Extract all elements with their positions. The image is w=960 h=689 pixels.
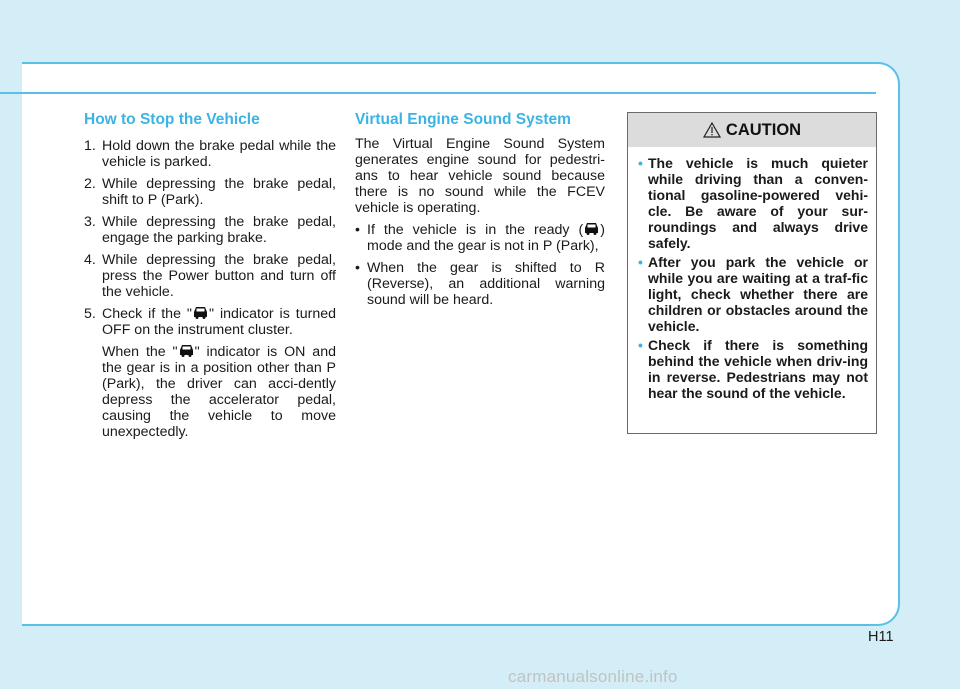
step-number: 1. bbox=[84, 138, 96, 154]
bullet-list bbox=[355, 222, 605, 308]
caution-text: The vehicle is much quieter while driving than a conven-tional gasoline-powered vehi-cle. Be aware of your sur-roundings and always drive safely. bbox=[648, 155, 868, 251]
caution-text: Check if there is something behind the vehicle when driv-ing in reverse. Pedestrians may not hear the sound of the vehicle. bbox=[648, 337, 868, 401]
bullet-text: When the gear is shifted to R (Reverse), an additional warning sound will be heard. bbox=[367, 260, 605, 308]
step-item bbox=[84, 176, 336, 208]
warning-triangle-icon bbox=[703, 122, 721, 138]
bullet-item bbox=[355, 222, 605, 254]
step-text-post: " indicator is turned OFF on the instrument cluster. bbox=[102, 306, 336, 338]
bullet-dot-icon: • bbox=[638, 337, 643, 353]
bullet-text bbox=[367, 222, 605, 254]
step-text bbox=[102, 306, 336, 338]
watermark: carmanualsonline.info bbox=[508, 667, 678, 686]
caution-box bbox=[627, 112, 877, 434]
caution-header bbox=[628, 113, 876, 147]
page-number: H11 bbox=[868, 629, 894, 645]
bullet-dot-icon: • bbox=[355, 222, 360, 238]
caution-item bbox=[638, 337, 868, 401]
caution-body bbox=[628, 147, 876, 401]
bullet-text-pre: If the vehicle is in the ready ( bbox=[367, 222, 584, 238]
caution-text: After you park the vehicle or while you are waiting at a traf-fic light, check whether there are children or obstacles around the vehicle. bbox=[648, 254, 868, 334]
step-text: Hold down the brake pedal while the vehicle is parked. bbox=[102, 138, 336, 170]
step-text: While depressing the brake pedal, shift to P (Park). bbox=[102, 176, 336, 208]
step-item bbox=[84, 138, 336, 170]
step-text: While depressing the brake pedal, press the Power button and turn off the vehicle. bbox=[102, 252, 336, 300]
stop-vehicle-section bbox=[84, 110, 336, 440]
caution-title: CAUTION bbox=[725, 120, 802, 139]
note-paragraph bbox=[102, 344, 336, 440]
step-number: 2. bbox=[84, 176, 96, 192]
intro-paragraph: The Virtual Engine Sound System generates engine sound for pedestri-ans to hear vehicle sound because there is no sound while the FCEV vehicle is operating. bbox=[355, 136, 605, 216]
ready-indicator-icon bbox=[179, 344, 194, 357]
note-text-post: " indicator is ON and the gear is in a position other than P (Park), the driver can acci-dently depress the accelerator pedal, causing the vehicle to move unexpectedly. bbox=[102, 344, 336, 440]
bullet-item bbox=[355, 260, 605, 308]
step-text-pre: Check if the " bbox=[102, 306, 192, 322]
note-text-pre: When the " bbox=[102, 344, 178, 360]
step-text: While depressing the brake pedal, engage the parking brake. bbox=[102, 214, 336, 246]
bullet-dot-icon: • bbox=[638, 155, 643, 171]
bullet-dot-icon: • bbox=[355, 260, 360, 276]
steps-list bbox=[84, 138, 336, 338]
bullet-dot-icon: • bbox=[638, 254, 643, 270]
step-item bbox=[84, 252, 336, 300]
caution-item bbox=[638, 254, 868, 334]
header-rule bbox=[0, 92, 876, 94]
step-number: 4. bbox=[84, 252, 96, 268]
step-number: 5. bbox=[84, 306, 96, 322]
ready-indicator-icon bbox=[584, 222, 599, 235]
section-heading: How to Stop the Vehicle bbox=[84, 111, 260, 128]
section-heading: Virtual Engine Sound System bbox=[355, 111, 571, 128]
step-number: 3. bbox=[84, 214, 96, 230]
caution-item bbox=[638, 155, 868, 251]
engine-sound-section bbox=[355, 110, 605, 314]
step-item bbox=[84, 214, 336, 246]
bullet-text-post: ) mode and the gear is not in P (Park), bbox=[367, 222, 605, 254]
step-item bbox=[84, 306, 336, 338]
ready-indicator-icon bbox=[193, 306, 208, 319]
